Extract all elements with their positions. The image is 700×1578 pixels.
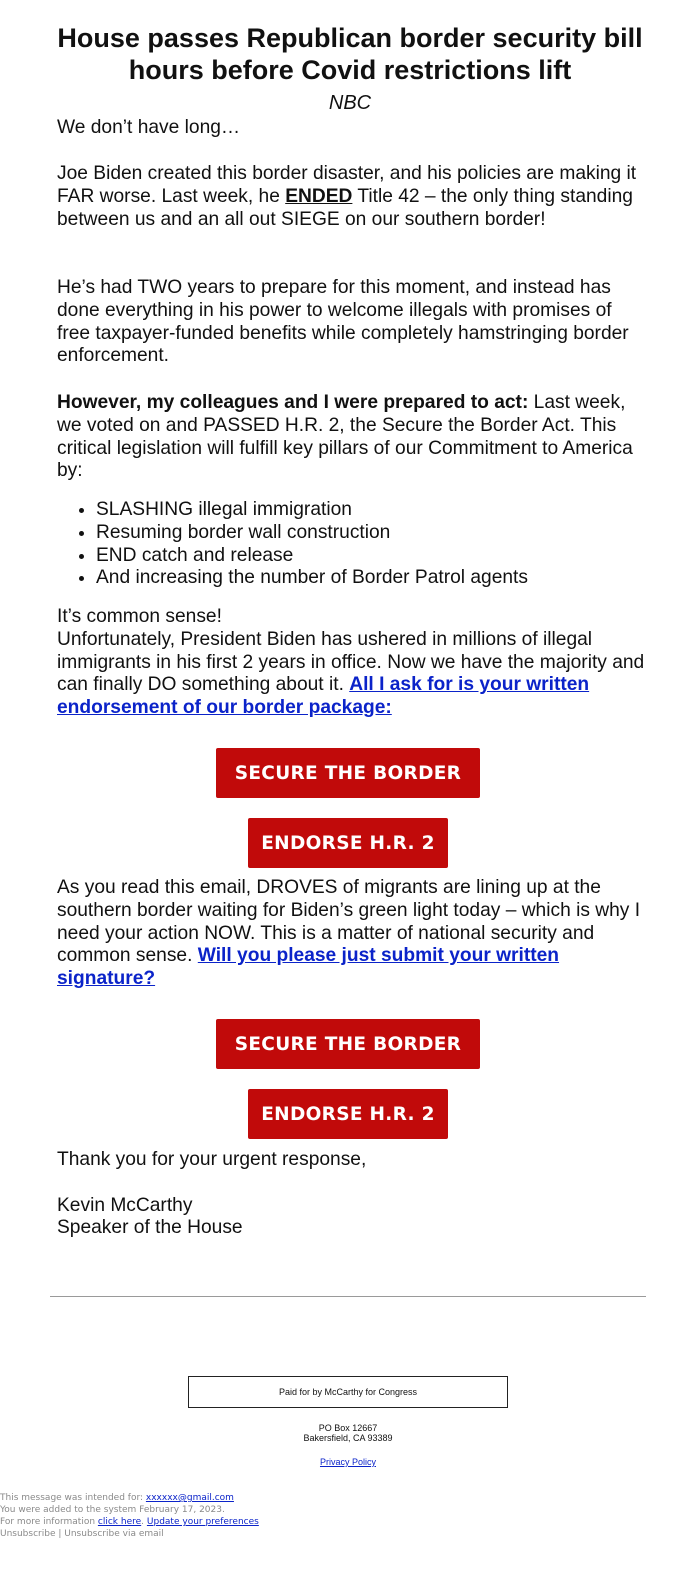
click-here-link[interactable]: click here — [97, 1517, 142, 1527]
list-item: • Resuming border wall construction — [96, 522, 686, 545]
common-sense-line: It’s common sense! — [57, 606, 222, 627]
privacy-section — [0, 1457, 696, 1467]
more-info-line — [0, 1516, 400, 1528]
majority-paragraph — [57, 629, 647, 720]
signature-title: Speaker of the House — [57, 1217, 243, 1239]
article-source: NBC — [328, 92, 372, 114]
paragraph-title-42 — [57, 163, 647, 231]
unsubscribe-line — [0, 1528, 400, 1540]
closing-spacer — [57, 1172, 647, 1195]
paid-for-disclaimer — [188, 1376, 508, 1408]
secure-the-border-button[interactable]: SECURE THE BORDER — [216, 748, 480, 798]
endorse-hr2-button[interactable]: ENDORSE H.R. 2 — [248, 818, 448, 868]
title-42-text-before: Joe Biden created this border disaster, and his policies are making it FAR worse. Last week, he — [57, 163, 637, 207]
commitment-list — [57, 499, 686, 590]
address-line-1: PO Box 12667 — [318, 1423, 378, 1433]
paid-for-text: Paid for by McCarthy for Congress — [278, 1387, 418, 1397]
ended-emphasis: ENDED — [285, 185, 353, 207]
privacy-policy-link[interactable]: Privacy Policy — [319, 1457, 376, 1467]
intended-prefix: This message was intended for: — [0, 1493, 146, 1503]
address-line-2: Bakersfield, CA 93389 — [303, 1433, 393, 1443]
signature-link[interactable]: Will you please just submit your written signature? — [57, 945, 560, 990]
letter-intro — [57, 117, 647, 140]
pipe-separator: | — [55, 1529, 65, 1539]
update-preferences-link[interactable]: Update your preferences — [146, 1517, 259, 1527]
more-info-prefix: For more information — [0, 1517, 98, 1527]
paragraph-droves — [57, 877, 647, 991]
two-years-paragraph: He’s had TWO years to prepare for this moment, and instead has done everything in his power to welcome illegals with promises of free taxpayer-funded benefits while completely hamstringing border enforcement. — [57, 277, 629, 367]
paragraph-prepared — [57, 392, 647, 483]
footer-divider — [50, 1296, 646, 1297]
paragraph-two-years — [57, 277, 647, 368]
separator-text: . — [141, 1517, 147, 1527]
list-item: • SLASHING illegal immigration — [96, 499, 686, 522]
droves-paragraph — [57, 877, 647, 991]
endorse-hr2-button-2[interactable]: ENDORSE H.R. 2 — [248, 1089, 448, 1139]
majority-text: Unfortunately, President Biden has ushered in millions of illegal immigrants in his first 2 years in office. Now we have the majority and can finally DO something about it. — [57, 628, 645, 696]
email-metadata — [0, 1492, 400, 1540]
endorsement-link[interactable]: All I ask for is your written endorsement of our border package: — [57, 674, 590, 719]
title-42-paragraph — [57, 163, 647, 231]
prepared-bold-lead: However, my colleagues and I were prepared to act: — [57, 392, 529, 413]
paragraph-common-sense — [57, 606, 647, 720]
article-headline: House passes Republican border security bill hours before Covid restrictions lift — [57, 23, 643, 85]
droves-text: As you read this email, DROVES of migrants are lining up at the southern border waiting for Biden’s green light today – which is why I need your action NOW. This is a matter of national security and common sense. — [57, 877, 641, 967]
added-line: You were added to the system February 17, 2023. — [0, 1505, 225, 1515]
signature-name: Kevin McCarthy — [57, 1194, 193, 1216]
recipient-email-link[interactable]: xxxxxx@gmail.com — [145, 1493, 234, 1503]
mailing-address — [0, 1423, 696, 1443]
prepared-text: Last week, we voted on and PASSED H.R. 2, the Secure the Border Act. This critical legislation will fulfill key pillars of our Commitment to America by: — [57, 392, 633, 482]
title-42-text-after: Title 42 – the only thing standing between us and an all out SIEGE on our southern border! — [57, 185, 633, 230]
unsubscribe-link[interactable]: Unsubscribe — [0, 1529, 56, 1539]
closing-line: Thank you for your urgent response, — [57, 1149, 367, 1170]
unsubscribe-email-link[interactable]: Unsubscribe via email — [64, 1529, 164, 1539]
list-item: • END catch and release — [96, 545, 686, 568]
closing-block — [57, 1149, 647, 1240]
list-item: • And increasing the number of Border Patrol agents — [96, 567, 686, 590]
prepared-paragraph — [57, 392, 647, 483]
secure-the-border-button-2[interactable]: SECURE THE BORDER — [216, 1019, 480, 1069]
intro-paragraph: We don’t have long… — [57, 117, 241, 138]
intended-line — [0, 1492, 400, 1504]
